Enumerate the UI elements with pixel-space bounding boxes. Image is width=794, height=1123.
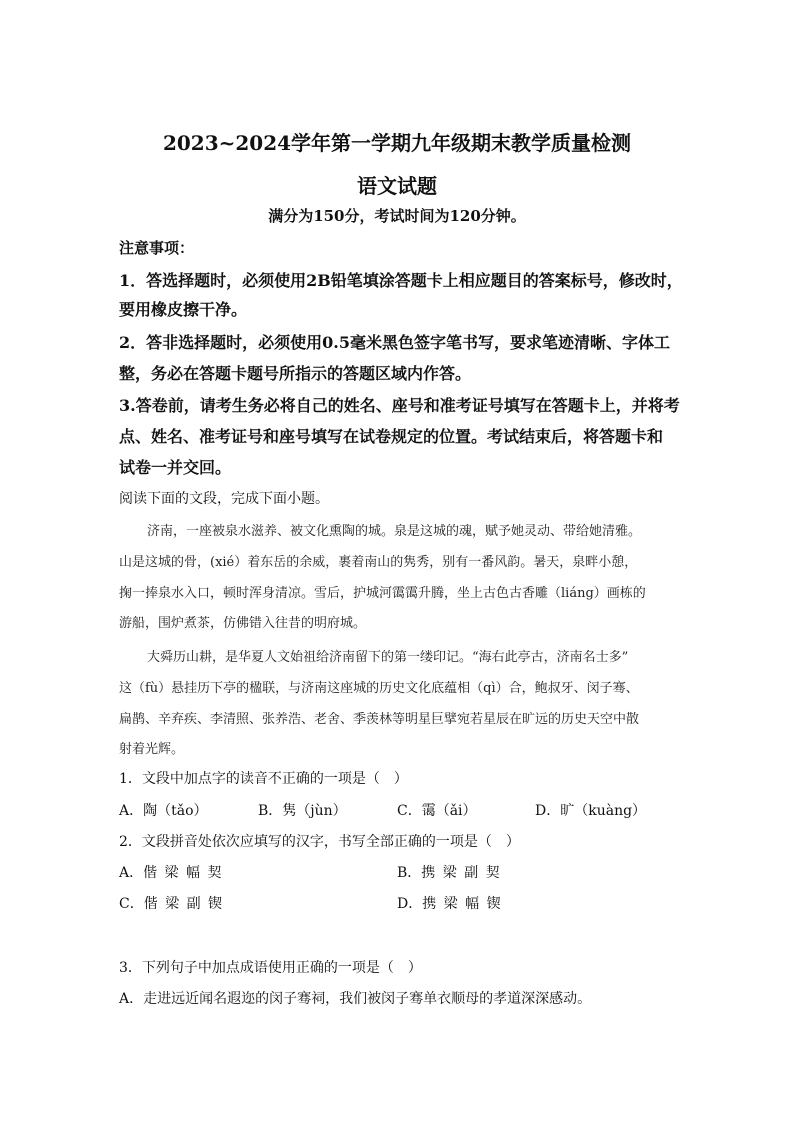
- notice-heading: 注意事项：: [119, 239, 195, 257]
- question-stem: 3．下列句子中加点成语使用正确的一项是（ ）: [119, 960, 422, 976]
- question-option: C．霭（ǎi）: [397, 803, 477, 819]
- passage-line: 游船，围炉煮茶，仿佛错入往昔的明府城。: [119, 616, 367, 631]
- passage-line: 济南，一座被泉水滋养、被文化熏陶的城。泉是这城的魂，赋予她灵动、带给她清雅。: [147, 524, 642, 539]
- notice-line: 整，务必在答题卡题号所指示的答题区域内作答。: [119, 364, 472, 383]
- notice-line: 2．答非选择题时，必须使用0.5毫米黑色签字笔书写，要求笔迹清晰、字体工: [119, 333, 670, 352]
- notice-line: 点、姓名、准考证号和座号填写在试卷规定的位置。考试结束后，将答题卡和: [119, 427, 664, 446]
- notice-line: 3.答卷前，请考生务必将自己的姓名、座号和准考证号填写在答题卡上，并将考: [119, 396, 680, 415]
- passage-line: 掬一捧泉水入口，顿时浑身清凉。雪后，护城河霭霭升腾，坐上古色古香雕（liáng）画栋的: [119, 586, 646, 601]
- score-info: 满分为150分，考试时间为120分钟。: [268, 207, 526, 225]
- page-subtitle: 语文试题: [357, 174, 437, 198]
- question-option: A．偕 梁 幅 契: [119, 865, 222, 881]
- passage-line: 这（fù）悬挂历下亭的楹联，与济南这座城的历史文化底蕴相（qì）合，鲍叔牙、闵子骞、: [119, 681, 639, 696]
- notice-line: 1．答选择题时，必须使用2B铅笔填涂答题卡上相应题目的答案标号，修改时，: [119, 271, 683, 290]
- passage-line: 射着光辉。: [119, 742, 185, 757]
- reading-instruction: 阅读下面的文段，完成下面小题。: [119, 491, 329, 507]
- question-option: A．陶（tǎo）: [119, 803, 208, 819]
- question-option: B．隽（jùn）: [258, 803, 347, 819]
- passage-line: 大舜历山耕，是华夏人文始祖给济南留下的第一缕印记。“海右此亭古，济南名士多”: [147, 650, 629, 665]
- question-option: A．走进远近闻名遐迩的闵子骞祠，我们被闵子骞单衣顺母的孝道深深感动。: [119, 991, 592, 1007]
- passage-line: 山是这城的骨，(xié）着东岳的余威，裹着南山的隽秀，别有一番风韵。暑天，泉畔小憩，: [119, 555, 638, 570]
- question-stem: 2．文段拼音处依次应填写的汉字，书写全部正确的一项是（ ）: [119, 834, 520, 850]
- passage-line: 扁鹊、辛弃疾、李清照、张养浩、老舍、季羡林等明星巨擘宛若星辰在旷远的历史天空中散: [119, 712, 640, 727]
- question-stem: 1．文段中加点字的读音不正确的一项是（ ）: [119, 771, 408, 787]
- notice-line: 要用橡皮擦干净。: [119, 300, 248, 319]
- question-option: C．偕 梁 副 锲: [119, 896, 223, 912]
- question-option: B．携 梁 副 契: [397, 865, 500, 881]
- question-option: D．旷（kuàng）: [535, 803, 647, 819]
- notice-line: 试卷一并交回。: [119, 458, 232, 477]
- page-title: 2023~2024学年第一学期九年级期末教学质量检测: [162, 131, 632, 155]
- question-option: D．携 梁 幅 锲: [397, 896, 501, 912]
